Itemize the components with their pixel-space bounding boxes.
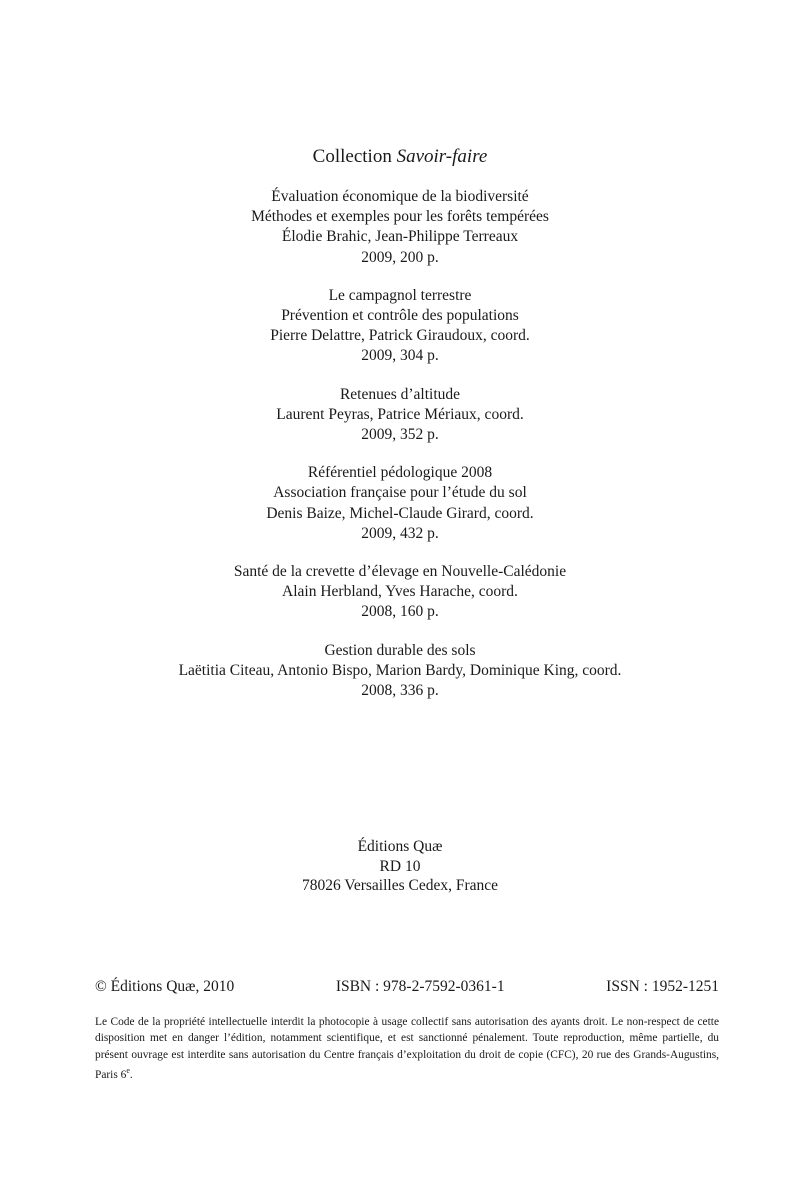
collection-prefix: Collection xyxy=(312,146,392,167)
book-entry xyxy=(0,463,800,544)
publisher-city: 78026 Versailles Cedex, France xyxy=(302,877,498,894)
book-year-pages: 2009, 200 p. xyxy=(361,248,439,266)
book-title: Gestion durable des sols xyxy=(324,641,476,659)
legal-notice-superscript: e xyxy=(126,1066,130,1076)
book-subtitle: Prévention et contrôle des populations xyxy=(281,307,519,325)
book-authors: Élodie Brahic, Jean-Philippe Terreaux xyxy=(281,228,519,246)
publisher-street: RD 10 xyxy=(379,857,421,875)
book-entry xyxy=(0,385,800,446)
book-year-pages: 2009, 432 p. xyxy=(361,524,439,542)
book-authors: Pierre Delattre, Patrick Giraudoux, coord. xyxy=(270,327,530,345)
book-title: Santé de la crevette d’élevage en Nouvelle-Calédonie xyxy=(233,563,567,581)
isbn: ISBN : 978-2-7592-0361-1 xyxy=(335,978,505,995)
book-title: Référentiel pédologique 2008 xyxy=(307,464,493,482)
legal-notice-text: Le Code de la propriété intellectuelle interdit la photocopie à usage collectif sans autorisation des ayants droit. Le non-respect de cette disposition met en danger l’édition, notamment scientifique, et est sanctionné pénalement. Toute reproduction, même partielle, du présent ouvrage est interdite sans autorisation du Centre français d’exploitation du droit de copie (CFC), 20 rue des Grands-Augustins, Paris 6 xyxy=(95,1016,719,1082)
collection-title xyxy=(0,145,800,169)
issn: ISSN : 1952-1251 xyxy=(606,978,719,995)
copyright-notice: © Éditions Quæ, 2010 xyxy=(95,978,235,995)
book-year-pages: 2008, 160 p. xyxy=(361,603,439,621)
collection-name: Savoir-faire xyxy=(396,146,488,167)
book-authors: Laëtitia Citeau, Antonio Bispo, Marion Bardy, Dominique King, coord. xyxy=(178,661,622,679)
publisher-address xyxy=(0,837,800,896)
book-year-pages: 2009, 304 p. xyxy=(361,347,439,365)
book-title: Retenues d’altitude xyxy=(339,385,461,403)
book-entry xyxy=(0,187,800,268)
book-year-pages: 2009, 352 p. xyxy=(361,426,439,444)
book-subtitle: Méthodes et exemples pour les forêts tempérées xyxy=(251,208,549,226)
book-entry xyxy=(0,562,800,623)
book-list xyxy=(0,187,800,719)
book-authors: Alain Herbland, Yves Harache, coord. xyxy=(282,583,518,601)
book-title: Le campagnol terrestre xyxy=(328,286,472,304)
book-entry xyxy=(0,641,800,702)
book-entry xyxy=(0,286,800,367)
colophon-row xyxy=(95,977,719,997)
book-subtitle: Association française pour l’étude du sol xyxy=(273,484,527,502)
book-authors: Laurent Peyras, Patrice Mériaux, coord. xyxy=(276,405,524,423)
book-year-pages: 2008, 336 p. xyxy=(361,682,439,700)
publisher-name: Éditions Quæ xyxy=(357,838,443,855)
legal-notice-end: . xyxy=(129,1069,133,1082)
book-title: Évaluation économique de la biodiversité xyxy=(271,188,529,205)
book-authors: Denis Baize, Michel-Claude Girard, coord. xyxy=(266,504,534,522)
legal-notice xyxy=(95,1014,719,1083)
